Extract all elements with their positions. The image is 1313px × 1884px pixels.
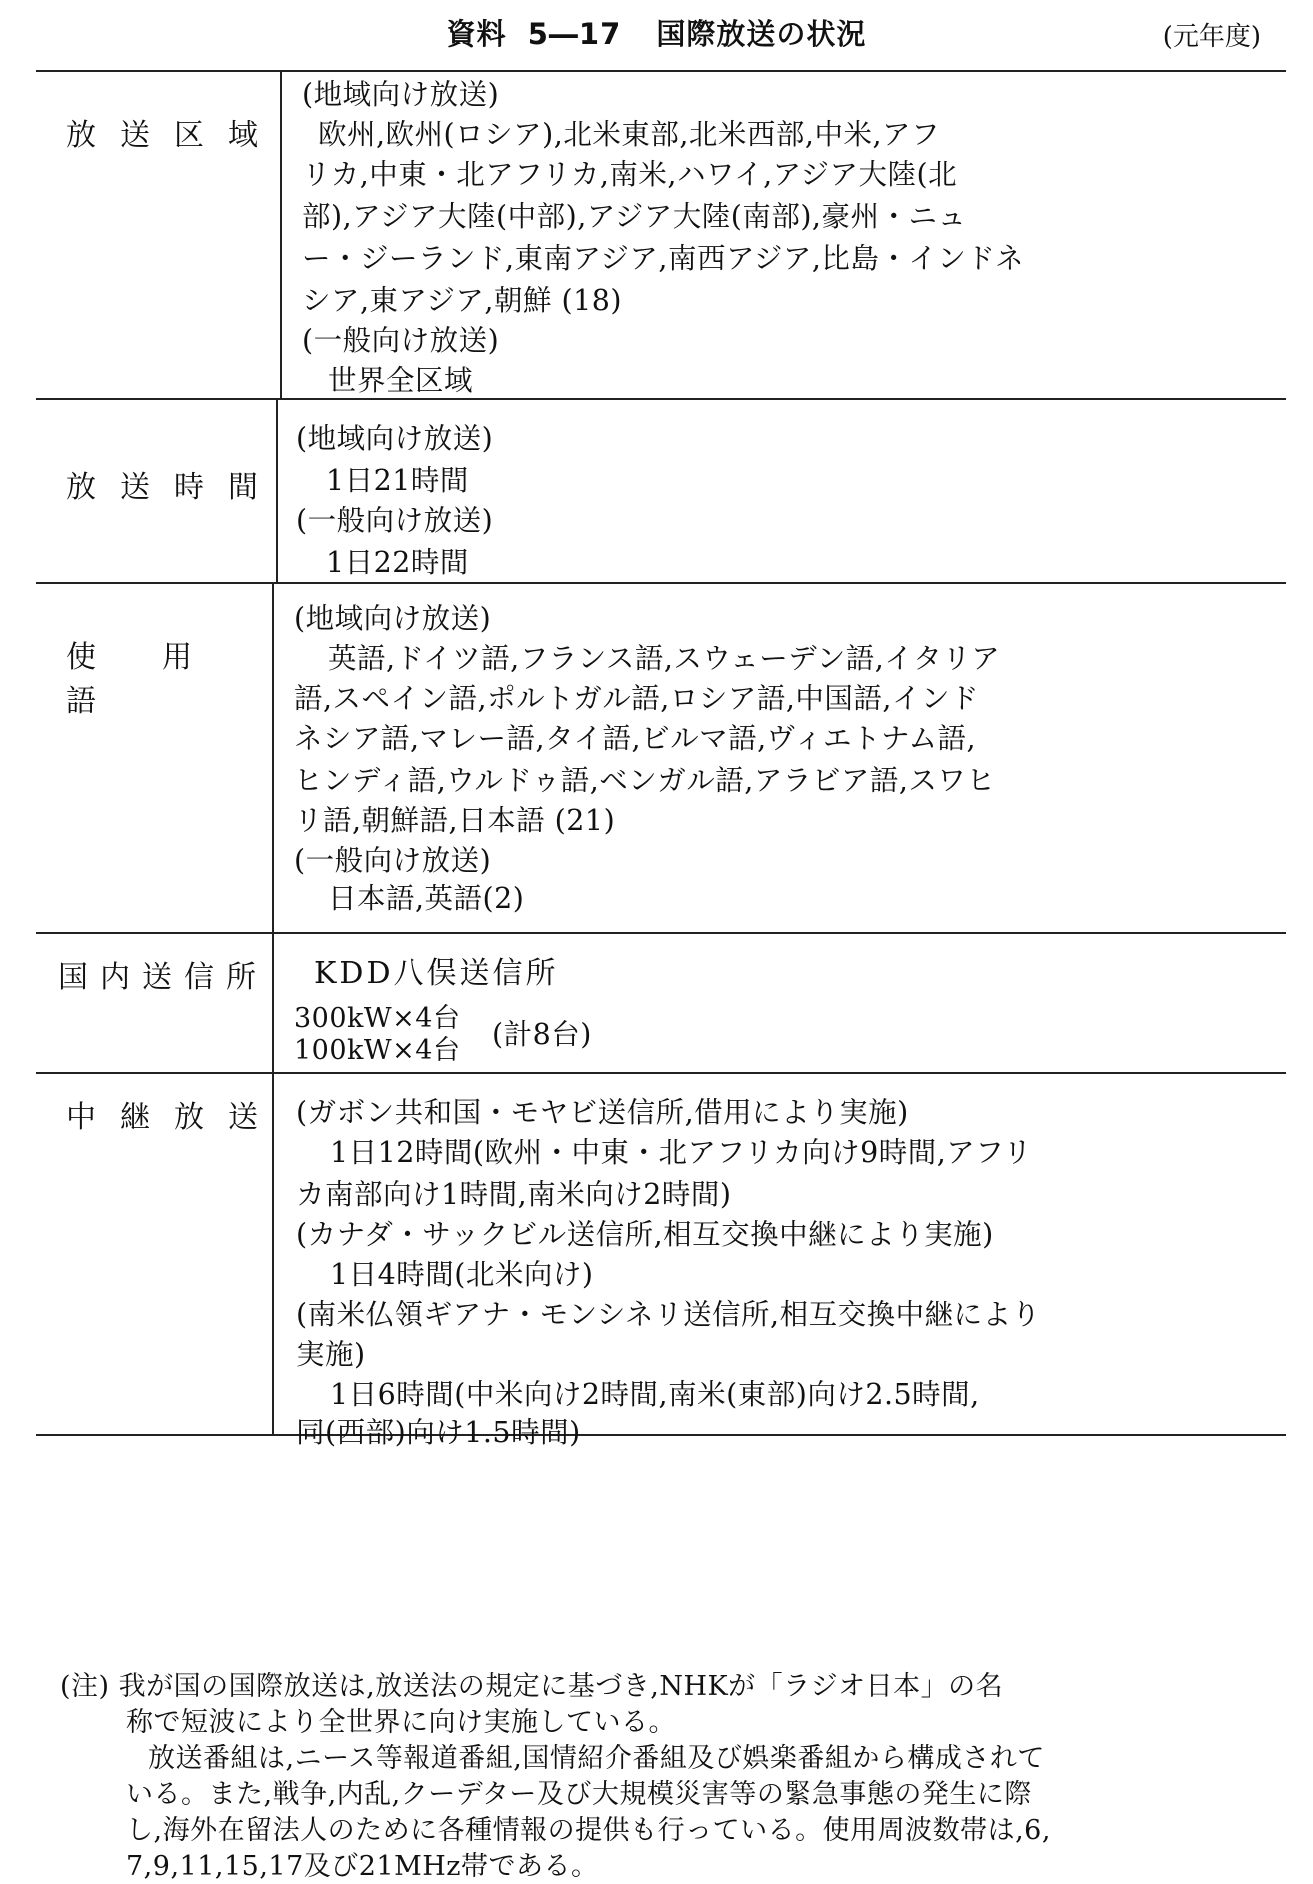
- title-text: 国際放送の状況: [656, 17, 867, 51]
- station-spec-100: 100kW×4台: [294, 1035, 461, 1066]
- line: (地域向け放送): [302, 78, 500, 111]
- line: 1日21時間: [326, 464, 469, 497]
- note-line: 放送番組は,ニース等報道番組,国情紹介番組及び娯楽番組から構成されて: [148, 1743, 1045, 1774]
- line: 実施): [296, 1338, 366, 1371]
- line: リカ,中東・北アフリカ,南米,ハワイ,アジア大陸(北: [302, 158, 958, 191]
- label-domestic-stations: 国内送信所: [58, 960, 268, 995]
- line: (一般向け放送): [302, 324, 500, 357]
- content-broadcast-area: [280, 72, 1025, 398]
- broadcast-table: [36, 70, 1286, 1449]
- line: シア,東アジア,朝鮮 (18): [302, 284, 623, 317]
- line: 日本語,英語(2): [328, 882, 525, 915]
- note-line: (注) 我が国の国際放送は,放送法の規定に基づき,NHKが「ラジオ日本」の名: [60, 1671, 1004, 1702]
- title-prefix: 資料: [446, 17, 507, 51]
- line: (カナダ・サックビル送信所,相互交換中継により実施): [296, 1218, 994, 1251]
- row-domestic-stations: [36, 934, 1286, 1074]
- content-languages: [272, 584, 1001, 932]
- row-relay-broadcast: [36, 1074, 1286, 1449]
- line: 語,スペイン語,ポルトガル語,ロシア語,中国語,インド: [294, 682, 979, 715]
- note-line: いる。また,戦争,内乱,クーデター及び大規模災害等の緊急事態の発生に際: [126, 1779, 1032, 1810]
- line: リ語,朝鮮語,日本語 (21): [294, 804, 616, 837]
- line: 世界全区域: [328, 364, 474, 397]
- line: 欧州,欧州(ロシア),北米東部,北米西部,中米,アフ: [318, 118, 941, 151]
- content-broadcast-hours: [276, 400, 494, 582]
- station-name: KDD八俣送信所: [314, 956, 559, 991]
- label-broadcast-area: 放送区域: [66, 118, 282, 153]
- line: 部),アジア大陸(中部),アジア大陸(南部),豪州・ニュ: [302, 200, 967, 233]
- title-row: [0, 12, 1313, 62]
- line: (地域向け放送): [294, 602, 492, 635]
- line: (ガボン共和国・モヤビ送信所,借用により実施): [296, 1096, 909, 1129]
- row-languages: [36, 584, 1286, 934]
- title-number: 5―17: [527, 17, 622, 51]
- station-spec-300: 300kW×4台: [294, 1003, 461, 1034]
- line: (一般向け放送): [296, 504, 494, 537]
- row-broadcast-area: [36, 72, 1286, 400]
- content-relay-broadcast: [272, 1074, 1041, 1449]
- fiscal-year: (元年度): [1162, 22, 1261, 52]
- line: ー・ジーランド,東南アジア,南西アジア,比島・インドネ: [302, 242, 1025, 275]
- line: (南米仏領ギアナ・モンシネリ送信所,相互交換中継により: [296, 1298, 1041, 1331]
- label-broadcast-hours: 放送時間: [66, 470, 282, 505]
- line: 1日6時間(中米向け2時間,南米(東部)向け2.5時間,: [330, 1378, 980, 1411]
- line: カ南部向け1時間,南米向け2時間): [296, 1178, 732, 1211]
- line: 同(西部)向け1.5時間): [296, 1416, 581, 1449]
- line: (地域向け放送): [296, 422, 494, 455]
- station-total: (計8台): [492, 1018, 592, 1051]
- line: 1日12時間(欧州・中東・北アフリカ向け9時間,アフリ: [330, 1136, 1033, 1169]
- label-relay-broadcast: 中継放送: [66, 1100, 282, 1135]
- line: 1日22時間: [326, 546, 469, 579]
- label-languages: 使用語: [66, 640, 258, 719]
- line: ネシア語,マレー語,タイ語,ビルマ語,ヴィエトナム語,: [294, 722, 977, 755]
- line: 1日4時間(北米向け): [330, 1258, 594, 1291]
- note-line: し,海外在留法人のために各種情報の提供も行っている。使用周波数帯は,6,: [126, 1815, 1051, 1846]
- content-domestic-stations: [272, 934, 592, 1072]
- line: (一般向け放送): [294, 844, 492, 877]
- line: 英語,ドイツ語,フランス語,スウェーデン語,イタリア: [328, 642, 1001, 675]
- document-title: [0, 12, 1313, 53]
- note-line: 称で短波により全世界に向け実施している。: [126, 1707, 676, 1738]
- line: ヒンディ語,ウルドゥ語,ベンガル語,アラビア語,スワヒ: [294, 764, 996, 797]
- note-line: 7,9,11,15,17及び21MHz帯である。: [126, 1851, 599, 1882]
- row-broadcast-hours: [36, 400, 1286, 584]
